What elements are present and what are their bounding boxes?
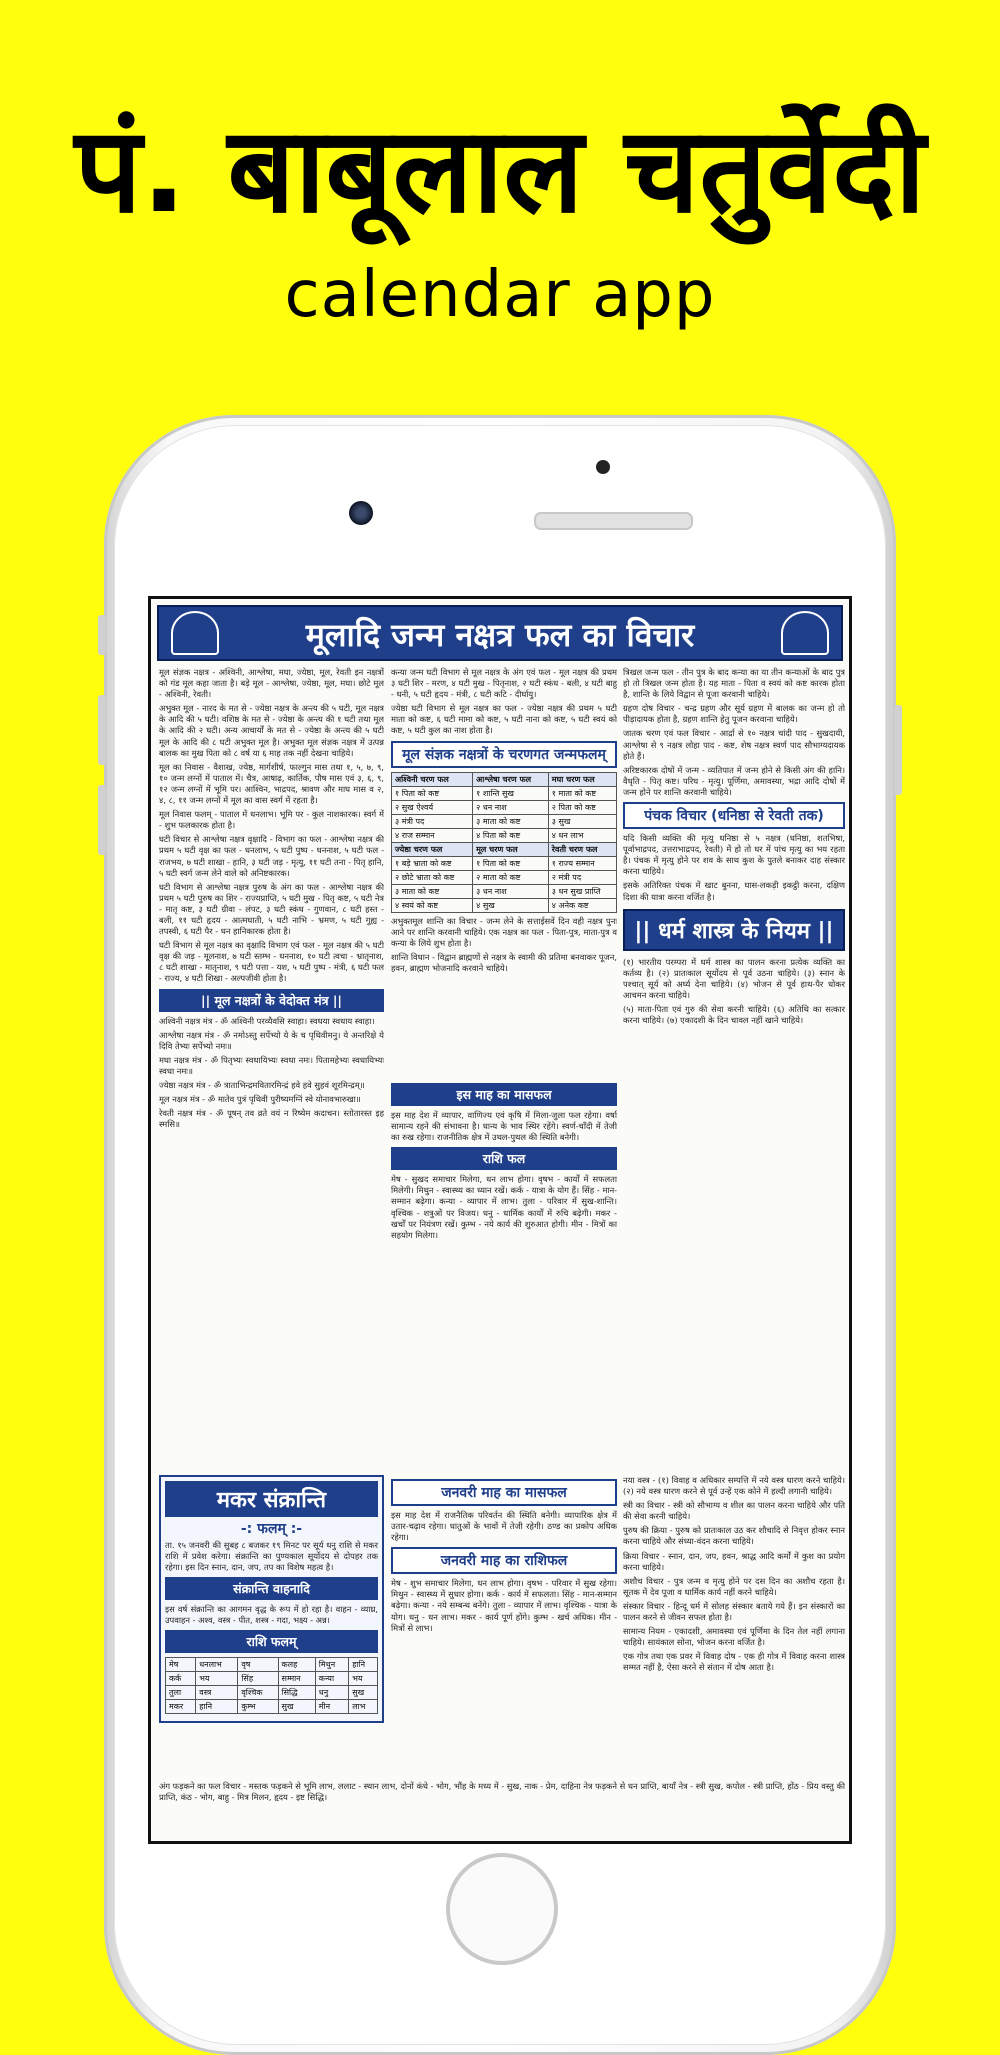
charan-table-1 [391,772,617,913]
rashi-heading: राशि फल [391,1147,617,1170]
table-row [166,1700,378,1714]
table-cell: सुख [278,1700,315,1714]
paragraph: नया वस्त्र - (१) विवाह व अधिकार सम्पत्ति में नये वस्त्र धारण करने चाहिये। (२) नये वस्त्र धारण करने से पूर्व उन्हें एक कोने में हल्दी लगानी चाहिये। [623,1475,845,1497]
table-cell: सुख [349,1686,378,1700]
right-column-lower [623,1475,845,1775]
paragraph: अंग फड़कने का फल विचार - मस्तक फड़कने से भूमि लाभ, ललाट - स्थान लाभ, दोनों कंधे - भोग, भौंह के मध्य में - सुख, नाक - प्रेम, दाहिना नेत्र फड़कने से धन प्राप्ति, बायाँ नेत्र - स्त्री सुख, कपोल - स्त्री प्राप्ति, होंठ - प्रिय वस्तु की प्राप्ति, कंठ - भोग, बाहु - मित्र मिलन, हृदय - इष्ट सिद्धि। [159,1781,845,1803]
paragraph: (५) माता-पिता एवं गुरु की सेवा करनी चाहिये। (६) अतिथि का सत्कार करना चाहिये। (७) एकादशी के दिन चावल नहीं खाने चाहिये। [623,1003,845,1026]
january-rashi-heading: जनवरी माह का राशिफल [391,1547,617,1574]
table-cell: ३ धन नाश [473,884,549,898]
table-cell: भय [196,1672,238,1686]
table-header: रेवती चरण फल [548,842,616,856]
table-cell: वस्त्र [196,1686,238,1700]
makar-rashi-heading: राशि फलम् [165,1630,378,1653]
table-cell: वृश्चिक [238,1686,278,1700]
table-cell: १ बड़े भ्राता को कष्ट [392,856,473,870]
table-cell: हानि [349,1658,378,1672]
power-button [894,705,902,795]
moon-stars-icon [171,611,219,655]
monthly-forecast-heading: इस माह का मासफल [391,1083,617,1106]
table-header: आश्लेषा चरण फल [473,772,549,786]
paragraph: संस्कार विचार - हिन्दू धर्म में सोलह संस्कार बताये गये हैं। इन संस्कारों का पालन करने से जीवन सफल होता है। [623,1600,845,1623]
title-banner [157,605,843,661]
panchak-heading: पंचक विचार (धनिष्ठा से रेवती तक) [623,802,845,829]
table-row [392,814,617,828]
table-row [392,884,617,898]
table-row [166,1686,378,1700]
january-box [391,1475,617,1775]
table-cell: धनु [315,1686,348,1700]
volume-down-button [98,785,106,855]
mute-switch [98,615,106,655]
monthly-forecast-box [391,1079,617,1467]
paragraph: एक गोत्र तथा एक प्रवर में विवाह दोष - एक ही गोत्र में विवाह करना शास्त्र सम्मत नहीं है, ऐसा करने से संतान में दोष आता है। [623,1651,845,1673]
makar-title: मकर संक्रान्ति [165,1481,378,1517]
paragraph: अभुक्तमूल शान्ति का विचार - जन्म लेने के सत्ताईसवें दिन वही नक्षत्र पुनः आने पर शान्ति करवानी चाहिये। एक नक्षत्र का फल - पिता-पुत्र, माता-पुत्र व कन्या के लिये शुभ होता है। [391,915,617,948]
table-header: मूल चरण फल [473,842,549,856]
paragraph: मेष - शुभ समाचार मिलेगा, धन लाभ होगा। वृषभ - परिवार में सुख रहेगा। मिथुन - स्वास्थ्य में सुधार होगा। कर्क - कार्य में सफलता। सिंह - मान-सम्मान बढ़ेगा। कन्या - नये सम्बन्ध बनेंगे। तुला - व्यापार में लाभ। वृश्चिक - यात्रा के योग। धनु - धन लाभ। मकर - कार्य पूर्ण होंगे। कुम्भ - खर्च अधिक। मीन - मित्रों से लाभ। [391,1578,617,1633]
paragraph: अशौच विचार - पुत्र जन्म व मृत्यु होने पर दस दिन का अशौच रहता है। सूतक में देव पूजा व धार्मिक कार्य नहीं करने चाहिये। [623,1575,845,1597]
paragraph: शान्ति विधान - विद्वान ब्राह्मणों से नक्षत्र के स्वामी की प्रतिमा बनवाकर पूजन, हवन, ब्राह्मण भोजनादि करवाने चाहिये। [391,951,617,973]
paragraph: इस वर्ष संक्रान्ति का आगमन वृद्ध के रूप में हो रहा है। वाहन - व्याघ्र, उपवाहन - अश्व, वस्त्र - पीत, शस्त्र - गदा, भक्ष्य - अन्न। [165,1604,378,1626]
paragraph: (१) भारतीय परम्परा में धर्म शास्त्र का पालन करना प्रत्येक व्यक्ति का कर्तव्य है। (२) प्रातःकाल सूर्योदय से पूर्व उठना चाहिये। (३) स्नान के पश्चात् सूर्य को अर्घ्य देना चाहिये। (४) भोजन से पूर्व हाथ-पैर धोकर आचमन करना चाहिये। [623,956,845,1000]
table-cell: २ सुख ऐश्वर्य [392,800,473,814]
table-cell: कर्क [166,1672,196,1686]
table-cell: सिंह [238,1672,278,1686]
table-cell: ४ धन लाभ [548,828,616,842]
table-cell: १ माता को कष्ट [548,786,616,800]
table-cell: ३ धन सुख प्राप्ति [548,884,616,898]
table-cell: धनलाभ [196,1658,238,1672]
paragraph: जातक चरण एवं फल विचार - आर्द्रा से १० नक्षत्र चांदी पाद - सुखदायी, आश्लेषा से ९ नक्षत्र लोहा पाद - कष्ट, शेष नक्षत्र स्वर्ण पाद सौभाग्यदायक होते हैं। [623,728,845,761]
table-cell: लाभ [349,1700,378,1714]
table-cell: ४ स्वयं को कष्ट [392,898,473,912]
table-row [392,828,617,842]
mantra-heading: || मूल नक्षत्रों के वेदोक्त मंत्र || [159,989,384,1012]
table-cell: ३ माता को कष्ट [473,814,549,828]
table-cell: २ माता को कष्ट [473,870,549,884]
table-cell: १ शान्ति सुख [473,786,549,800]
table-row [392,856,617,870]
page-main-title: मूलादि जन्म नक्षत्र फल का विचार [305,616,695,654]
january-heading: जनवरी माह का मासफल [391,1479,617,1506]
paragraph: ज्येष्ठा नक्षत्र मंत्र - ॐ त्राताभिन्द्रमवितारमिन्द्रं हवे हवे सुहवं शूरमिन्द्रम्॥ [159,1080,365,1090]
table-cell: २ मंत्री पद [548,870,616,884]
paragraph: क्रिया विचार - स्नान, दान, जप, हवन, श्राद्ध आदि कर्मों में कुश का प्रयोग करना चाहिये। [623,1550,845,1572]
middle-column [391,667,617,1107]
paragraph: मूल नक्षत्र मंत्र - ॐ मातेव पुत्रं पृथिवी पुरीष्यमग्निं स्वे योनावभारुखा॥ [159,1094,361,1105]
paragraph: घटी विभाग से मूल नक्षत्र का वृक्षादि विभाग एवं फल - मूल नक्षत्र की ५ घटी वृक्ष की जड़ - मूलनाश, ७ घटी स्तम्भ - धननाश, १० घटी त्वचा - भ्रातृनाश, ८ घटी शाखा - मातृनाश, ९ घटी पत्ता - यश, ५ घटी पुष्प - मंत्री, ६ घटी फल - राज्य, ४ घटी शिखा - अल्पजीवी होता है। [159,940,384,984]
table-cell: ४ पिता को कष्ट [473,828,549,842]
table-cell: मिथुन [315,1658,348,1672]
home-button[interactable] [446,1853,558,1965]
makar-rashi-table [165,1657,378,1714]
volume-up-button [98,695,106,765]
table-cell: २ पिता को कष्ट [548,800,616,814]
table-cell: ३ माता को कष्ट [392,884,473,898]
table-cell: भय [349,1672,378,1686]
table-cell: तुला [166,1686,196,1700]
bottom-strip [159,1781,845,1837]
table-header: अश्विनी चरण फल [392,772,473,786]
paragraph: घटी विचार से आश्लेषा नक्षत्र वृक्षादि - विभाग का फल - आश्लेषा नक्षत्र की प्रथम ५ घटी वृक्ष का फल - धनलाभ, ५ घटी पुष्प - धननाश, ५ घटी फल - राजभय, ७ घटी शाखा - हानि, ३ घटी जड़ - मृत्यु, ११ घटी तना - पितृ हानि, ५ घटी स्वर्ग जन्म लेने वाले को अनिष्टकारक। [159,834,384,878]
table-cell: २ छोटे भ्राता को कष्ट [392,870,473,884]
table-cell: १ पिता को कष्ट [392,786,473,800]
table-row [392,870,617,884]
paragraph: मघा नक्षत्र मंत्र - ॐ पितृभ्यः स्वधायिभ्यः स्वधा नमः। पितामहेभ्यः स्वधायिभ्यः स्वधा नमः॥ [159,1054,384,1076]
paragraph: ज्येष्ठा घटी विभाग से मूल नक्षत्र का फल - ज्येष्ठा नक्षत्र की प्रथम ५ घटी माता को कष्ट, ६ घटी मामा को कष्ट, ५ घटी नाना को कष्ट, ५ घटी स्वयं को कष्ट, ५ घटी कुल का नाश होता है। [391,703,617,736]
table-row [166,1658,378,1672]
table-cell: हानि [196,1700,238,1714]
table-cell: सिद्धि [278,1686,315,1700]
paragraph: स्त्री का विचार - स्त्री को सौभाग्य व शील का पालन करना चाहिये और पति की सेवा करनी चाहिये। [623,1500,845,1522]
paragraph: कन्या जन्म घटी विभाग से मूल नक्षत्र के अंग एवं फल - मूल नक्षत्र की प्रथम ३ घटी शिर - मरण, ४ घटी मुख - पितृनाश, २ घटी स्कंध - बली, ४ घटी बाहु - धनी, ५ घटी हृदय - मंत्री, ८ घटी कटि - दीर्घायु। [391,667,617,700]
paragraph: इसके अतिरिक्त पंचक में खाट बुनना, घास-लकड़ी इकट्ठी करना, दक्षिण दिशा की यात्रा करना वर्जित है। [623,880,845,902]
charan-table-heading: मूल संज्ञक नक्षत्रों के चरणगत जन्मफलम् [391,741,617,768]
table-cell: ३ सुख [548,814,616,828]
table-cell: ४ अनेक कष्ट [548,898,616,912]
proximity-sensor [596,460,610,474]
paragraph: मेष - सुखद समाचार मिलेगा, धन लाभ होगा। वृषभ - कार्यों में सफलता मिलेगी। मिथुन - स्वास्थ्य का ध्यान रखें। कर्क - यात्रा के योग हैं। सिंह - मान-सम्मान बढ़ेगा। कन्या - व्यापार में लाभ। तुला - परिवार में सुख-शान्ति। वृश्चिक - शत्रुओं पर विजय। धनु - धार्मिक कार्यों में रुचि बढ़ेगी। मकर - खर्चों पर नियंत्रण रखें। कुम्भ - नये कार्य की शुरुआत होगी। मीन - मित्रों का सहयोग मिलेगा। [391,1174,617,1240]
table-row [392,800,617,814]
earpiece-speaker [534,512,693,530]
paragraph: घटी विभाग से आश्लेषा नक्षत्र पुरुष के अंग का फल - आश्लेषा नक्षत्र की प्रथम ५ घटी पुरुष का शिर - राज्यप्राप्ति, ५ घटी मुख - पितृ कष्ट, ५ घटी नेत्र - मातृ कष्ट, ३ घटी ग्रीवा - लंपट, ३ घटी स्कंध - गुणवान, ८ घटी हस्त - बली, ११ घटी हृदय - आत्मघाती, ५ घटी नाभि - भ्रमण, ५ घटी गुह्य - तपस्वी, ६ घटी पैर - धन हानिकारक होता है। [159,881,384,937]
paragraph: यदि किसी व्यक्ति की मृत्यु धनिष्ठा से ५ नक्षत्र (धनिष्ठा, शतभिषा, पूर्वाभाद्रपद, उत्तराभाद्रपद, रेवती) में हो तो घर में पांच मृत्यु का भय रहता है। पंचक में मृत्यु होने पर शव के साथ कुश के पुतले बनाकर दाह संस्कार करना चाहिये। [623,833,845,877]
table-cell: वृष [238,1658,278,1672]
paragraph: इस माह देश में राजनैतिक परिवर्तन की स्थिति बनेगी। व्यापारिक क्षेत्र में उतार-चढ़ाव रहेगा। धातुओं के भावों में तेजी रहेगी। ठण्ड का प्रकोप अधिक रहेगा। [391,1510,617,1543]
paragraph: अरिष्टकारक दोषों में जन्म - व्यतिपात में जन्म होने से किसी अंग की हानि। वैधृति - पितृ कष्ट। परिघ - मृत्यु। पूर्णिमा, अमावस्या, भद्रा आदि दोषों में जन्म होने पर शान्ति करवानी चाहिये। [623,764,845,797]
table-cell: कुम्भ [238,1700,278,1714]
paragraph: मूल निवास फलम् - पाताल में धनलाभ। भूमि पर - कुल नाशकारक। स्वर्ग में - शुभ फलकारक होता है। [159,809,384,831]
table-header: मघा चरण फल [548,772,616,786]
left-column [159,667,384,1467]
paragraph: सामान्य नियम - एकादशी, अमावस्या एवं पूर्णिमा के दिन तेल नहीं लगाना चाहिये। सायंकाल सोना, भोजन करना वर्जित है। [623,1626,845,1648]
paragraph: इस माह देश में व्यापार, वाणिज्य एवं कृषि में मिला-जुला फल रहेगा। वर्षा सामान्य रहने की संभावना है। धान्य के भाव स्थिर रहेंगे। स्वर्ण-चाँदी में तेजी का रुख रहेगा। राजनीतिक क्षेत्र में उथल-पुथल की स्थिति बनेगी। [391,1110,617,1143]
dharma-rules-heading: || धर्म शास्त्र के नियम || [623,909,845,951]
table-row [166,1672,378,1686]
calendar-page-screen[interactable] [148,596,852,1844]
table-cell: मीन [315,1700,348,1714]
paragraph: मूल संज्ञक नक्षत्र - अश्विनी, आश्लेषा, मघा, ज्येष्ठा, मूल, रेवती इन नक्षत्रों को गंड मूल कहा जाता है। बड़े मूल - आश्लेषा, ज्येष्ठा, मूल, मघा। छोटे मूल - अश्विनी, रेवती। [159,667,384,700]
table-cell: १ राज्य सम्मान [548,856,616,870]
right-column [623,667,845,1467]
makar-sankranti-box [159,1475,384,1775]
paragraph: त्रिखल जन्म फल - तीन पुत्र के बाद कन्या का या तीन कन्याओं के बाद पुत्र हो तो त्रिखल जन्म होता है। यह माता - पिता व स्वयं को कष्ट कारक होता है, शान्ति के लिये विद्वान से पूजा करवानी चाहिये। [623,667,845,700]
table-cell: कन्या [315,1672,348,1686]
table-cell: मेष [166,1658,196,1672]
paragraph: मूल का निवास - वैशाख, ज्येष्ठ, मार्गशीर्ष, फाल्गुन मास तथा १, ५, ७, ९, १० जन्म लग्नों में पाताल में। चैत्र, आषाढ़, कार्तिक, पौष मास एवं ३, ६, ९, १२ जन्म लग्नों में भूमि पर। आश्विन, भाद्रपद, श्रावण और माघ मास व २, ४, ८, ११ जन्म लग्नों में मूल का वास स्वर्ग में रहता है। [159,761,384,806]
paragraph: ग्रहण दोष विचार - चन्द्र ग्रहण और सूर्य ग्रहण में बालक का जन्म हो तो पीड़ादायक होता है, ग्रहण शान्ति हेतु पूजन करवाना चाहिये। [623,703,845,725]
table-cell: सम्मान [278,1672,315,1686]
front-camera-icon [349,501,373,525]
paragraph: अश्विनी नक्षत्र मंत्र - ॐ अश्विनी परव्यैवसि स्वाहा। स्वधया स्वधाय स्वाहा। [159,1015,375,1026]
table-cell: १ पिता को कष्ट [473,856,549,870]
paragraph: रेवती नक्षत्र मंत्र - ॐ पूषन् तव व्रते वयं न रिष्येम कदाचन। स्तोतारस्त इह स्मसि॥ [159,1108,384,1130]
paragraph: अभुक्त मूल - नारद के मत से - ज्येष्ठा नक्षत्र के अन्त्य की ५ घटी, मूल नक्षत्र के आदि की ५ घटी। वशिष्ठ के मत से - ज्येष्ठा के अन्त्य की १ घटी तथा मूल के आदि की २ घटी। अन्य आचार्यों के मत से - ज्येष्ठा के अन्त्य की ५ घटी मूल के आदि की ८ घटी अभुक्त मूल है। अभुक्त मूल संज्ञक नक्षत्र में उत्पन्न बालक का मुख पिता को ८ वर्ष या ६ माह तक नहीं देखना चाहिये। [159,703,384,758]
paragraph: पुरुष की क्रिया - पुरुष को प्रातःकाल उठ कर शौचादि से निवृत्त होकर स्नान करना चाहिये और संध्या-वंदन करना चाहिये। [623,1525,845,1547]
table-header: ज्येष्ठा चरण फल [392,842,473,856]
table-cell: ३ मंत्री पद [392,814,473,828]
table-cell: कलह [278,1658,315,1672]
vahan-heading: संक्रान्ति वाहनादि [165,1577,378,1600]
table-cell: २ धन नाश [473,800,549,814]
app-subtitle: calendar app [284,258,716,332]
makar-subtitle: -: फलम् :- [240,1521,303,1537]
paragraph: आश्लेषा नक्षत्र मंत्र - ॐ नमोऽस्तु सर्पेभ्यो ये के च पृथिवीमनु। ये अन्तरिक्षे ये दिवि तेभ्यः सर्पेभ्यो नमः॥ [159,1029,384,1051]
table-cell: मकर [166,1700,196,1714]
moon-stars-icon [781,611,829,655]
table-cell: ४ राज सम्मान [392,828,473,842]
table-row [392,786,617,800]
table-row [392,898,617,912]
app-title: पं. बाबूलाल चतुर्वेदी [74,101,926,239]
table-cell: ४ सुख [473,898,549,912]
paragraph: ता. १५ जनवरी की सुबह ८ बजकर १९ मिनट पर सूर्य धनु राशि से मकर राशि में प्रवेश करेगा। संक्रान्ति का पुण्यकाल सूर्योदय से दोपहर तक रहेगा। इस दिन स्नान, दान, जप, तप का विशेष महत्व है। [165,1540,378,1573]
